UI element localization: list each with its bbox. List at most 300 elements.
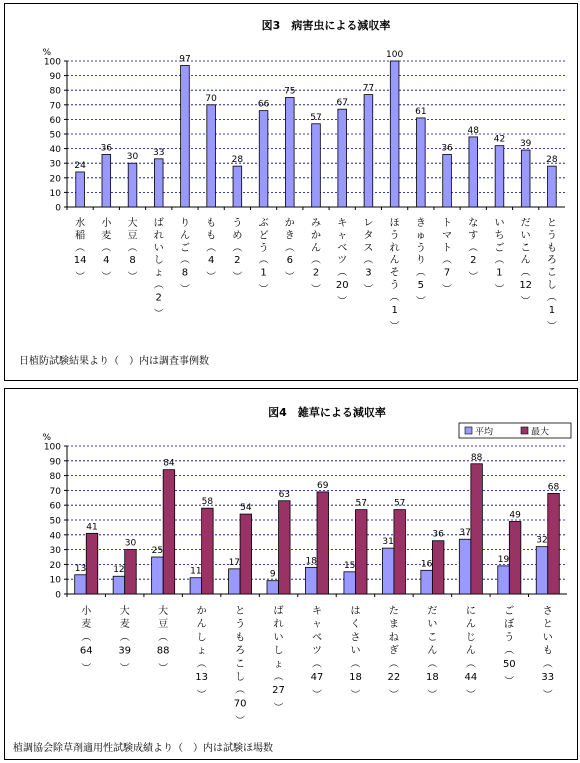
data-label: 30 (124, 538, 137, 549)
x-tick-label: ︶ (273, 703, 284, 715)
x-tick-label: さ (542, 606, 553, 617)
x-tick-label: 麦 (119, 619, 130, 631)
bar (521, 150, 530, 207)
x-tick-label: ツ (337, 255, 348, 267)
bar (305, 567, 317, 594)
x-tick-label: こ (427, 632, 438, 644)
x-tick-label: ほ (389, 218, 400, 229)
x-tick-label: う (258, 242, 269, 254)
data-label: 16 (420, 559, 433, 570)
x-tick-label: レ (363, 218, 374, 229)
x-tick-label: ト (442, 242, 453, 254)
x-tick-label: ス (363, 242, 374, 254)
data-label: 63 (278, 489, 291, 500)
x-tick-label: か (311, 230, 321, 242)
x-tick-label: ︶ (153, 309, 164, 321)
chart-panel-pests (4, 3, 578, 381)
bar (207, 105, 216, 207)
x-tick-label: ベ (337, 242, 348, 254)
data-label: 69 (317, 480, 329, 491)
bar (181, 65, 190, 207)
x-tick-label: ︵ (311, 255, 321, 267)
x-tick-label: い (542, 632, 553, 644)
x-tick-label: い (494, 218, 505, 229)
data-label: 33 (153, 147, 165, 158)
x-tick-label: じ (465, 632, 476, 644)
data-label: 58 (201, 497, 214, 508)
bar (432, 541, 444, 594)
x-tick-label: ︶ (75, 271, 86, 283)
x-tick-label: り (415, 255, 426, 267)
y-tick-label: 90 (49, 72, 61, 83)
x-tick-label: き (415, 218, 426, 229)
x-tick-label: ︵ (206, 242, 217, 254)
bar (421, 570, 433, 594)
x-tick-label: 麦 (81, 619, 92, 631)
x-tick-label: ャ (337, 230, 348, 242)
x-tick-label: ぼ (504, 619, 515, 631)
data-label: 15 (343, 560, 356, 571)
y-tick-label: 0 (55, 590, 61, 601)
bar (417, 118, 426, 207)
x-tick-label: 大 (127, 218, 138, 229)
bar (75, 575, 87, 594)
x-tick-label: 5 (417, 280, 425, 291)
x-tick-label: ︵ (273, 672, 284, 683)
x-tick-label: に (465, 606, 476, 617)
x-tick-label: キ (337, 218, 348, 229)
x-tick-label: 1 (548, 304, 556, 316)
x-tick-label: 18 (426, 672, 439, 683)
x-tick-label: 豆 (158, 619, 169, 631)
data-label: 68 (547, 482, 560, 493)
bar (443, 154, 452, 207)
y-tick-label: 70 (49, 101, 61, 112)
bar (102, 154, 111, 207)
data-label: 19 (497, 554, 510, 565)
x-tick-label: し (196, 632, 207, 644)
y-tick-label: 0 (55, 203, 61, 214)
bar (459, 539, 471, 594)
x-tick-label: ま (388, 619, 399, 631)
x-tick-label: ツ (312, 645, 322, 657)
x-tick-label: 2 (155, 292, 162, 304)
pest-yield-loss-chart (5, 4, 577, 380)
bar (128, 163, 137, 207)
bar (190, 578, 202, 594)
y-tick-label: 100 (43, 57, 61, 68)
x-tick-label: 7 (443, 267, 451, 279)
data-label: 100 (386, 50, 404, 60)
x-tick-label: う (389, 280, 400, 291)
x-tick-label: う (546, 230, 557, 242)
bar (279, 501, 291, 594)
y-tick-label: 50 (49, 130, 61, 141)
x-tick-label: 18 (349, 672, 362, 683)
y-tick-label: 80 (49, 86, 61, 97)
x-tick-label: だ (520, 218, 531, 229)
x-tick-label: り (179, 218, 190, 229)
bar (548, 493, 560, 594)
x-tick-label: ど (258, 230, 269, 242)
x-tick-label: ね (388, 632, 399, 644)
x-tick-label: 大 (158, 606, 169, 617)
x-tick-label: れ (273, 619, 284, 631)
data-label: 28 (546, 155, 558, 166)
data-label: 77 (362, 83, 375, 94)
x-tick-label: ︵ (258, 255, 269, 267)
x-tick-label: ベ (312, 632, 322, 644)
x-tick-label: 4 (103, 255, 110, 267)
bar (344, 572, 356, 594)
chart-panel-weeds (4, 388, 578, 760)
x-tick-label: ょ (273, 658, 284, 670)
bar (229, 569, 241, 594)
x-tick-label: ︶ (363, 284, 374, 296)
data-label: 61 (415, 106, 427, 117)
x-tick-label: し (546, 280, 557, 291)
y-tick-label: 90 (49, 457, 61, 468)
x-tick-label: ち (494, 230, 505, 242)
data-label: 97 (179, 54, 191, 65)
x-tick-label: 47 (310, 672, 324, 683)
x-tick-label: ︵ (389, 292, 400, 304)
data-label: 31 (382, 537, 394, 548)
x-tick-label: ︵ (415, 267, 426, 279)
x-tick-label: た (388, 606, 399, 617)
x-tick-label: ︵ (312, 658, 322, 670)
x-tick-label: と (542, 619, 553, 631)
y-tick-label: 30 (49, 159, 61, 170)
chart-title: 図3 病害虫による減収率 (261, 19, 391, 32)
x-tick-label: も (206, 230, 217, 242)
x-tick-label: は (350, 606, 361, 617)
x-tick-label: ︵ (101, 242, 112, 254)
x-tick-label: ︶ (350, 689, 361, 701)
x-tick-label: れ (153, 230, 164, 242)
x-tick-label: ︶ (127, 271, 138, 283)
x-tick-label: 20 (335, 280, 349, 291)
bar (76, 172, 85, 207)
x-tick-label: こ (546, 267, 557, 279)
x-tick-label: ︶ (101, 271, 112, 283)
x-tick-label: 33 (541, 672, 555, 683)
x-tick-label: ︵ (542, 658, 553, 670)
x-tick-label: 2 (312, 267, 320, 279)
x-tick-label: み (311, 218, 321, 229)
x-tick-label: ︵ (465, 658, 476, 670)
data-label: 88 (470, 452, 483, 463)
x-tick-label: め (232, 230, 243, 242)
x-tick-label: 22 (387, 672, 401, 683)
x-tick-label: ︵ (81, 632, 92, 644)
y-tick-label: 100 (43, 442, 61, 453)
x-tick-label: 大 (119, 606, 130, 617)
x-tick-label: ︶ (520, 296, 531, 308)
x-tick-label: ︶ (389, 321, 400, 333)
x-tick-label: ︶ (442, 284, 453, 296)
x-tick-label: ︶ (468, 271, 479, 283)
y-tick-label: 60 (49, 501, 61, 512)
x-tick-label: ︵ (388, 658, 399, 670)
x-tick-label: ば (153, 218, 164, 229)
legend-swatch (465, 427, 472, 434)
x-tick-label: し (235, 672, 246, 683)
x-tick-label: ぶ (258, 218, 269, 229)
bar (163, 470, 175, 594)
x-tick-label: ろ (546, 255, 557, 267)
bar (202, 508, 214, 594)
data-label: 17 (228, 557, 241, 568)
x-tick-label: ご (504, 606, 515, 617)
x-tick-label: ろ (235, 645, 246, 657)
x-tick-label: い (427, 619, 438, 631)
x-tick-label: ︶ (81, 663, 92, 675)
x-tick-label: ︶ (158, 663, 169, 675)
x-tick-label: ︵ (119, 632, 130, 644)
x-tick-label: ︶ (546, 321, 557, 333)
bar (267, 581, 279, 594)
x-tick-label: ︵ (75, 242, 86, 254)
y-tick-label: 30 (49, 546, 61, 557)
x-tick-label: 44 (464, 672, 478, 683)
x-tick-label: 麦 (101, 230, 112, 242)
x-tick-label: 1 (496, 267, 503, 279)
x-tick-label: ︶ (388, 689, 399, 701)
x-tick-label: ん (196, 619, 207, 631)
weed-yield-loss-chart (5, 389, 577, 759)
x-tick-label: れ (389, 242, 400, 254)
x-tick-label: う (389, 230, 400, 242)
data-label: 32 (536, 535, 548, 546)
chart-note: 日植防試験結果より（ ）内は調査事例数 (19, 356, 209, 367)
x-tick-label: ︶ (179, 284, 190, 296)
x-tick-label: ︵ (196, 658, 207, 670)
x-tick-label: ト (442, 218, 453, 229)
chart-title: 図4 雑草による減収率 (268, 406, 386, 419)
x-tick-label: 2 (470, 255, 477, 267)
y-tick-label: 50 (49, 516, 61, 527)
bar (355, 510, 367, 594)
x-tick-label: ︵ (520, 267, 531, 279)
x-tick-label: ︶ (427, 689, 438, 701)
x-tick-label: う (504, 632, 515, 644)
x-tick-label: ご (179, 242, 190, 254)
x-tick-label: ︵ (468, 242, 479, 254)
x-tick-label: マ (442, 230, 453, 242)
data-label: 11 (190, 566, 202, 577)
x-tick-label: ︶ (232, 271, 243, 283)
y-tick-label: 40 (49, 531, 61, 542)
x-tick-label: 27 (272, 685, 285, 697)
x-tick-label: 88 (156, 645, 170, 657)
data-label: 28 (231, 155, 244, 166)
y-tick-label: 20 (49, 560, 61, 571)
bar (317, 492, 329, 594)
x-tick-label: 1 (391, 304, 398, 316)
x-tick-label: 小 (81, 606, 92, 617)
x-tick-label: 64 (79, 645, 93, 657)
data-label: 54 (240, 503, 252, 514)
x-tick-label: さ (350, 632, 361, 644)
x-tick-label: だ (427, 606, 438, 617)
x-tick-label: ︶ (465, 689, 476, 701)
bar (364, 95, 373, 207)
bar (390, 61, 399, 207)
x-tick-label: 8 (181, 267, 189, 279)
x-tick-label: ︵ (363, 255, 374, 267)
bar (495, 146, 504, 207)
x-tick-label: い (153, 242, 164, 254)
x-tick-label: ︶ (206, 271, 217, 283)
x-tick-label: ︶ (494, 284, 505, 296)
x-tick-label: ゅ (415, 230, 426, 242)
data-label: 70 (205, 93, 217, 104)
x-tick-label: タ (363, 230, 374, 242)
x-tick-label: 小 (101, 218, 112, 229)
x-tick-label: 4 (207, 255, 215, 267)
x-tick-label: う (235, 619, 246, 631)
y-tick-label: 20 (49, 174, 61, 185)
x-tick-label: ご (494, 242, 505, 254)
data-label: 57 (355, 498, 367, 509)
data-label: 36 (100, 143, 113, 154)
x-tick-label: 14 (73, 255, 87, 267)
x-tick-label: ︵ (350, 658, 361, 670)
x-tick-label: ︵ (337, 267, 348, 279)
data-label: 36 (441, 143, 453, 154)
y-tick-label: 10 (49, 575, 61, 586)
data-label: 36 (432, 529, 444, 540)
x-tick-label: ︶ (258, 284, 269, 296)
y-axis-unit-label: % (42, 48, 51, 58)
data-label: 12 (113, 565, 125, 576)
x-tick-label: ︶ (311, 284, 321, 296)
legend-label: 平均 (475, 427, 494, 438)
data-label: 49 (509, 510, 521, 521)
x-tick-label: 稲 (75, 230, 86, 242)
x-tick-label: ︶ (119, 663, 130, 675)
data-label: 41 (86, 522, 98, 533)
bar (382, 548, 394, 594)
x-tick-label: ︶ (235, 716, 246, 728)
bar (536, 547, 548, 594)
bar (285, 98, 294, 208)
x-tick-label: ︵ (179, 255, 190, 267)
x-tick-label: ︶ (542, 689, 553, 701)
x-tick-label: 1 (260, 267, 267, 279)
bar (394, 510, 406, 594)
x-tick-label: か (196, 606, 207, 617)
data-label: 13 (74, 563, 87, 574)
x-tick-label: 豆 (127, 230, 138, 242)
data-label: 25 (151, 546, 164, 556)
legend-swatch (521, 427, 528, 434)
data-label: 66 (257, 99, 270, 110)
x-tick-label: 3 (365, 267, 372, 279)
data-label: 42 (493, 134, 506, 145)
x-tick-label: 6 (286, 255, 293, 267)
bar (152, 557, 164, 594)
x-tick-label: ︵ (494, 255, 505, 267)
x-tick-label: 2 (234, 255, 241, 267)
x-tick-label: ん (520, 255, 531, 267)
x-tick-label: 39 (118, 645, 132, 657)
bar (233, 166, 242, 207)
bar (548, 166, 557, 207)
x-tick-label: 8 (129, 255, 136, 267)
x-tick-label: ︶ (312, 689, 322, 701)
data-label: 57 (310, 112, 322, 123)
x-tick-label: ︵ (127, 242, 138, 254)
x-tick-label: 70 (233, 698, 247, 710)
y-tick-label: 70 (49, 486, 61, 497)
data-label: 84 (163, 458, 175, 469)
chart-note: 植調協会除草剤適用性試験成績より（ ）内は試験ほ場数 (13, 743, 273, 754)
x-tick-label: こ (520, 242, 531, 254)
x-tick-label: ︶ (504, 676, 515, 688)
x-tick-label: も (546, 242, 557, 254)
bar (312, 124, 321, 207)
bar (259, 111, 268, 207)
x-tick-label: ︵ (504, 645, 515, 657)
bar (471, 464, 483, 594)
x-tick-label: ︵ (235, 685, 246, 697)
x-tick-label: 13 (195, 672, 208, 683)
bar (154, 159, 163, 207)
x-tick-label: ん (427, 645, 438, 657)
y-tick-label: 60 (49, 115, 61, 126)
x-tick-label: し (153, 255, 164, 267)
x-tick-label: ば (273, 606, 284, 617)
x-tick-label: ︵ (232, 242, 243, 254)
x-tick-label: う (232, 218, 243, 229)
data-label: 24 (74, 160, 86, 171)
x-tick-label: ん (179, 230, 190, 242)
x-tick-label: ︶ (337, 296, 348, 308)
x-tick-label: 水 (75, 218, 86, 229)
x-tick-label: も (542, 645, 553, 657)
x-tick-label: も (206, 218, 217, 229)
x-tick-label: ︶ (196, 689, 207, 701)
x-tick-label: ょ (196, 645, 207, 657)
x-tick-label: ︵ (158, 632, 169, 644)
x-tick-label: き (284, 230, 295, 242)
x-tick-label: ん (389, 255, 400, 267)
x-tick-label: い (273, 632, 284, 644)
bar (125, 550, 137, 594)
y-tick-label: 80 (49, 472, 61, 483)
x-tick-label: ん (465, 645, 476, 657)
x-tick-label: ぎ (388, 645, 399, 657)
x-tick-label: く (350, 619, 361, 631)
x-tick-label: ︵ (442, 255, 453, 267)
x-tick-label: と (235, 606, 246, 617)
x-tick-label: ︵ (284, 242, 295, 254)
x-tick-label: い (520, 230, 531, 242)
x-tick-label: ︵ (427, 658, 438, 670)
x-tick-label: ん (311, 242, 321, 254)
data-label: 37 (459, 528, 471, 539)
x-tick-label: 12 (519, 280, 533, 291)
bar (338, 109, 347, 207)
data-label: 75 (284, 86, 296, 97)
bar (86, 533, 98, 594)
legend-label: 最大 (531, 427, 550, 438)
y-axis-unit-label: % (42, 433, 51, 443)
x-tick-label: ん (465, 619, 476, 631)
x-tick-label: い (350, 645, 361, 657)
